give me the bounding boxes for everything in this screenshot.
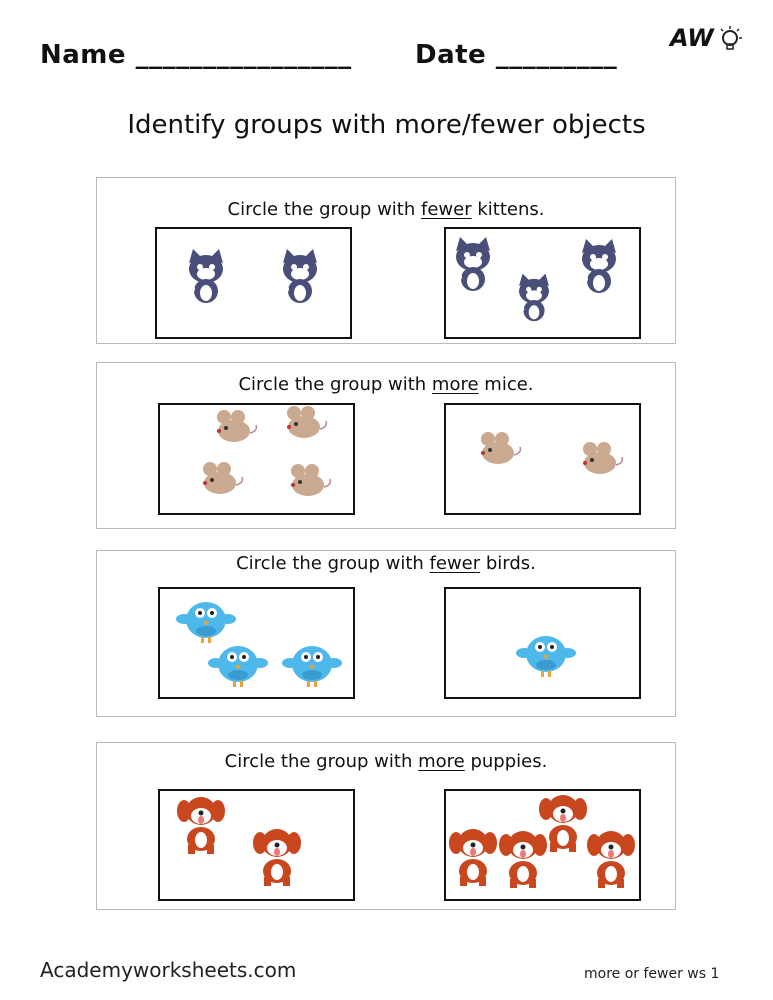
instruction-prefix: Circle the group with	[224, 751, 419, 772]
instruction	[97, 199, 675, 220]
puppy-icon	[252, 825, 302, 887]
puppy-icon	[586, 827, 636, 889]
instruction-keyword: fewer	[429, 553, 481, 574]
bird-icon	[282, 639, 342, 689]
group-box-left[interactable]	[155, 227, 352, 339]
group-box-right[interactable]	[444, 227, 641, 339]
bird-icon	[176, 595, 236, 645]
logo	[670, 20, 748, 56]
group-box-right[interactable]	[444, 587, 641, 699]
worksheet-id: more or fewer ws 1	[584, 966, 720, 982]
mouse-icon	[474, 431, 524, 469]
puppy-icon	[448, 825, 498, 887]
date-label: Date _________	[415, 40, 618, 70]
kitten-icon	[448, 237, 498, 297]
lightbulb-icon	[716, 24, 746, 54]
group-box-left[interactable]	[158, 789, 355, 901]
instruction-suffix: kittens.	[471, 199, 545, 220]
name-label: Name ________________	[40, 40, 352, 70]
mouse-icon	[284, 463, 334, 501]
mouse-icon	[210, 409, 260, 447]
instruction-suffix: puppies.	[464, 751, 548, 772]
section-mice	[96, 362, 676, 529]
group-box-left[interactable]	[158, 587, 355, 699]
kitten-icon	[275, 249, 325, 309]
kitten-icon	[574, 239, 624, 299]
mouse-icon	[576, 441, 626, 479]
group-box-right[interactable]	[444, 789, 641, 901]
instruction-keyword: fewer	[421, 199, 472, 220]
instruction	[97, 374, 675, 395]
logo-text: AW	[670, 24, 714, 52]
bird-icon	[208, 639, 268, 689]
instruction-suffix: birds.	[480, 553, 536, 574]
kitten-icon	[512, 273, 556, 327]
mouse-icon	[196, 461, 246, 499]
instruction-prefix: Circle the group with	[227, 199, 421, 220]
site-link[interactable]: Academyworksheets.com	[40, 958, 297, 982]
page-title: Identify groups with more/fewer objects	[127, 110, 646, 140]
instruction	[97, 751, 675, 772]
bird-icon	[516, 629, 576, 679]
instruction-suffix: mice.	[478, 374, 534, 395]
section-puppies	[96, 742, 676, 910]
instruction-keyword: more	[431, 374, 479, 395]
section-kittens	[96, 177, 676, 344]
group-box-left[interactable]	[158, 403, 355, 515]
mouse-icon	[280, 405, 330, 443]
instruction-keyword: more	[418, 751, 465, 772]
group-box-right[interactable]	[444, 403, 641, 515]
instruction	[97, 553, 675, 574]
puppy-icon	[176, 793, 226, 855]
puppy-icon	[538, 791, 588, 853]
section-birds	[96, 550, 676, 717]
instruction-prefix: Circle the group with	[236, 553, 430, 574]
kitten-icon	[181, 249, 231, 309]
instruction-prefix: Circle the group with	[238, 374, 432, 395]
